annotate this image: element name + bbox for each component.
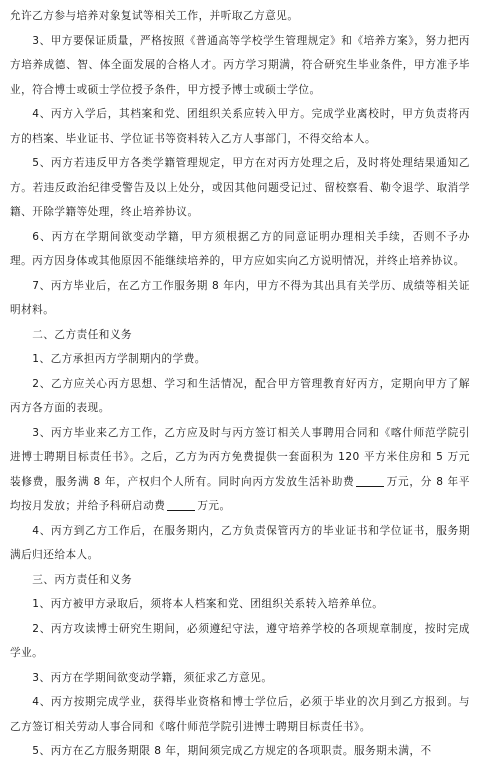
party-c-item-2: 2、丙方攻读博士研究生期间，必须遵纪守法，遵守培养学校的各项规章制度，按时完成学业。 (10, 622, 470, 659)
party-a-item-6: 6、丙方在学期间欲变动学籍，甲方须根据乙方的同意证明办理相关手续，否则不予办理。丙方因身体或其他原因不能继续培养的，甲方应如实向乙方说明情况，并终止培养协议。 (10, 230, 470, 267)
party-c-item-5: 5、丙方在乙方服务期限 8 年，期间须完成乙方规定的各项职责。服务期未满，不 (32, 745, 432, 757)
fill-blank-research-fund[interactable] (167, 498, 195, 511)
party-a-item-3: 3、甲方要保证质量，严格按照《普通高等学校学生管理规定》和《培养方案》，努力把丙方培养成德、智、体全面发展的合格人才。丙方学习期满，符合研究生毕业条件，甲方准予毕业，符合博士或硕士学位授予条件，甲方授予博士或硕士学位。 (10, 34, 470, 96)
fill-blank-living-subsidy[interactable] (356, 474, 384, 487)
party-b-item-2: 2、乙方应关心丙方思想、学习和生活情况，配合甲方管理教育好丙方，定期向甲方了解丙方各方面的表现。 (10, 377, 470, 414)
party-a-item-5: 5、丙方若违反甲方各类学籍管理规定，甲方在对丙方处理之后，及时将处理结果通知乙方。若违反政治纪律受警告及以上处分，或因其他问题受记过、留校察看、勒令退学、取消学籍、开除学籍等处理，终止培养协议。 (10, 157, 470, 218)
party-b-item-3-text-c: 万元。 (197, 500, 231, 512)
section-two-heading: 二、乙方责任和义务 (32, 328, 133, 341)
party-c-item-4: 4、丙方按期完成学业，获得毕业资格和博士学位后，必须于毕业的次月到乙方报到。与乙方签订相关劳动人事合同和《喀什师范学院引进博士聘期目标责任书》。 (10, 696, 470, 733)
party-b-item-3 (10, 421, 470, 519)
party-c-item-3: 3、丙方在学期间欲变动学籍，须征求乙方意见。 (32, 671, 273, 684)
section-three-heading: 三、丙方责任和义务 (32, 573, 133, 586)
party-b-item-3-text-a: 3、丙方毕业来乙方工作，乙方应及时与丙方签订相关人事聘用合同和《喀什师范学院引进博士聘期目标责任书》。之后，乙方为丙方免费提供一套面积为 120 平方米住房和 5 万元装修费，服务满 8 年，产权归个人所有。同时向丙方发放生活补助费 (10, 426, 470, 488)
intro-line: 允许乙方参与培养对象复试等相关工作，并听取乙方意见。 (10, 10, 299, 22)
party-b-item-3-text-b: 万元，分 8 年平均按月发放；并给予科研启动费 (10, 475, 470, 512)
party-b-item-1: 1、乙方承担丙方学制期内的学费。 (32, 353, 206, 365)
party-b-item-4: 4、丙方到乙方工作后，在服务期内，乙方负责保管丙方的毕业证书和学位证书，服务期满后归还给本人。 (10, 524, 470, 561)
party-a-item-4: 4、丙方入学后，其档案和党、团组织关系应转入甲方。完成学业离校时，甲方负责将丙方的档案、毕业证书、学位证书等资料转入乙方人事部门，不得交给本人。 (10, 108, 470, 145)
party-a-item-7: 7、丙方毕业后，在乙方工作服务期 8 年内，甲方不得为其出具有关学历、成绩等相关证明材料。 (10, 279, 470, 316)
party-c-item-1: 1、丙方被甲方录取后，须将本人档案和党、团组织关系转入培养单位。 (32, 598, 384, 610)
